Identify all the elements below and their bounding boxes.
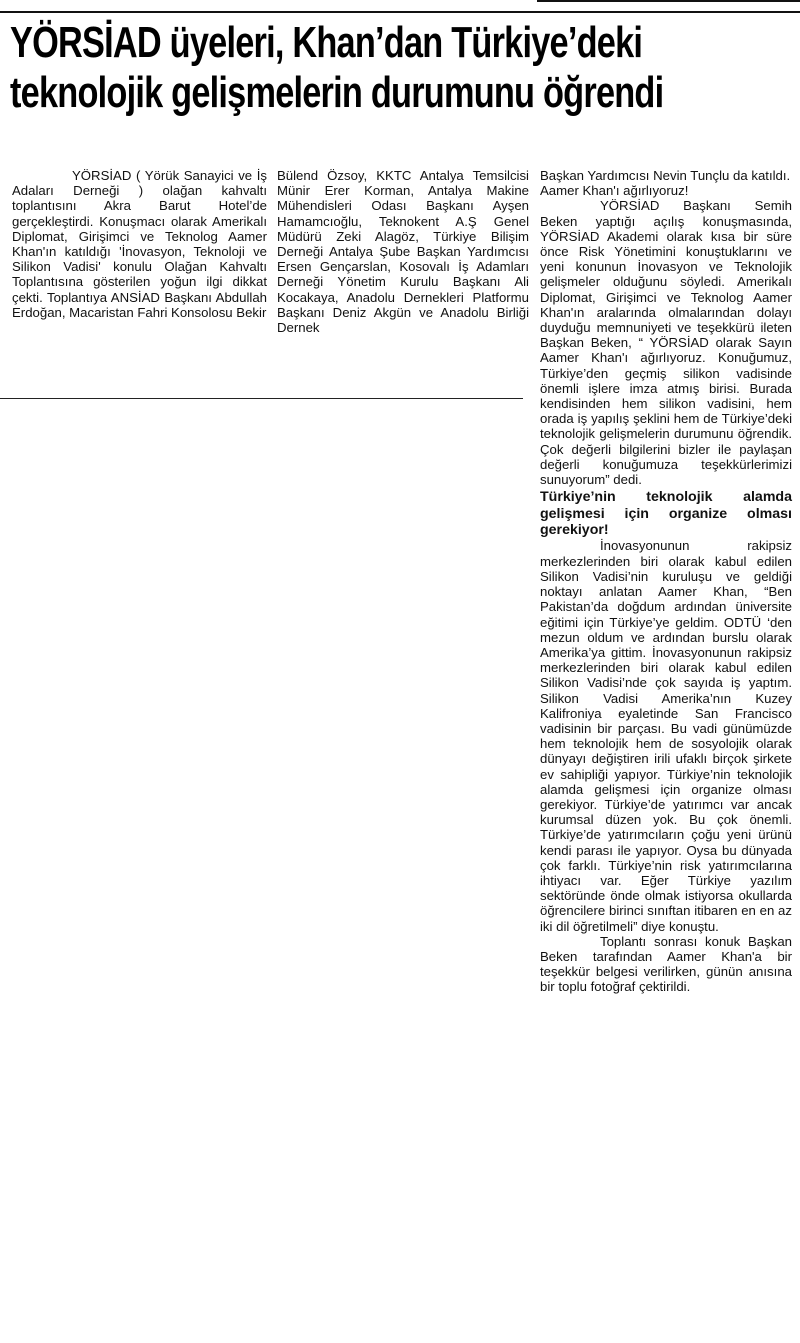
- top-rule-short: [537, 0, 800, 2]
- paragraph: Başkan Yardımcısı Nevin Tunçlu da katıldı.: [540, 168, 791, 183]
- paragraph: Toplantı sonrası konuk Başkan Beken tarafından Aamer Khan'a bir teşekkür belgesi verilirken, günün anısına bir toplu fotoğraf çektirildi.: [540, 933, 792, 995]
- paragraph: YÖRSİAD Başkanı Semih Beken yaptığı açılış konuşmasında, YÖRSİAD Akademi olarak kısa bir süre önce Risk Yönetimini konuştuklarını ve yeni konunun İnovasyon ve Teknolojik gelişmeler olduğunu söyledi. Amerikalı Diplomat, Girişimci ve Teknolog Aamer Khan'ın aralarında olmalarından dolayı duyduğu memnuniyeti ve teşekkürü ileten Başkan Beken, “ YÖRSİAD olarak Sayın Aamer Khan'ı ağırlıyoruz. Konuğumuz, Türkiye’den geçmiş silikon vadisinde önemli işlere imza atmış birisi. Burada kendisinden hem silikon vadisini, hem orada iş yapılış şeklini hem de Türkiye’deki teknolojik gelişmelerin durumunu öğrendik. Çok değerli bilgilerini bizler ile paylaşan değerli konuğumuza teşekkürlerimizi sunuyorum” dedi.: [540, 198, 792, 488]
- paragraph: Aamer Khan'ı ağırlıyoruz!: [540, 183, 689, 199]
- article-column-1: [12, 168, 267, 320]
- paragraph: İnovasyonunun rakipsiz merkezlerinden biri olarak kabul edilen Silikon Vadisi’nin kuruluşu ve geldiği noktayı anlatan Aamer Khan, “Ben Pakistan’da doğdum ardından üniversite eğitimi için Türkiye’ye geldim. ODTÜ ‘den mezun oldum ve ardından burslu olarak Amerika’ya gittim. İnovasyonunun rakipsiz merkezlerinden biri olarak kabul edilen Silikon Vadisi’nde çok sayıda iş yaptım. Silikon Vadisi Amerika’nın Kuzey Kalifroniya eyaletinde San Francisco vadisinin bir parçası. Bu vadi günümüzde hem teknolojik hem de sosyolojik olarak dünyayı değiştiren irili ufaklı birçok şirkete ev sahipliği yapıyor. Türkiye’nin teknolojik alamda gelişmesi için organize olması gerekiyor. Türkiye’de yatırımcı var ancak kurumsal düzen yok. Bu çok önemli. Türkiye’de yatırımcıların çoğu yeni ürünü kendi parası ile yapıyor. Oysa bu dünyada çok farklı. Türkiye’nin risk yatırımcılarına ihtiyacı var. Eğer Türkiye yazılım sektöründe önde olmak istiyorsa okullarda öğrencilere birinci sınıftan itibaren en en az iki dil öğretilmeli” diye konuştu.: [540, 538, 792, 934]
- article-subheading: Türkiye’nin teknolojik alamda gelişmesi için organize olması gerekiyor!: [540, 489, 792, 539]
- article-column-2: [277, 168, 529, 335]
- article-column-3: [540, 168, 792, 995]
- paragraph: Bülend Özsoy, KKTC Antalya Temsilcisi Münir Erer Korman, Antalya Makine Mühendisleri Odası Başkanı Ayşen Hamamcıoğlu, Teknokent A.Ş Genel Müdürü Zeki Alagöz, Türkiye Bilişim Derneği Antalya Şube Başkan Yardımcısı Ersen Gençarslan, Kosovalı İş Adamları Derneği Yönetim Kurulu Başkanı Ali Kocakaya, Anadolu Dernekleri Platformu Başkanı Deniz Akgün ve Anadolu Birliği Dernek: [277, 168, 529, 336]
- article-headline: YÖRSİAD üyeleri, Khan’dan Türkiye’deki teknolojik gelişmelerin durumunu öğrendi: [10, 18, 664, 117]
- column-rule: [0, 398, 523, 399]
- top-rule: [0, 11, 800, 13]
- paragraph: YÖRSİAD ( Yörük Sanayici ve İş Adaları Derneği ) olağan kahvaltı toplantısını Akra Barut Hotel’de gerçekleştirdi. Konuşmacı olarak Amerikalı Diplomat, Girişimci ve Teknolog Aamer Khan'ın katıldığı 'İnovasyon, Teknoloji ve Silikon Vadisi' konulu Olağan Kahvaltı Toplantısına gösterilen yoğun ilgi dikkat çekti. Toplantıya ANSİAD Başkanı Abdullah Erdoğan, Macaristan Fahri Konsolosu Bekir: [12, 168, 267, 320]
